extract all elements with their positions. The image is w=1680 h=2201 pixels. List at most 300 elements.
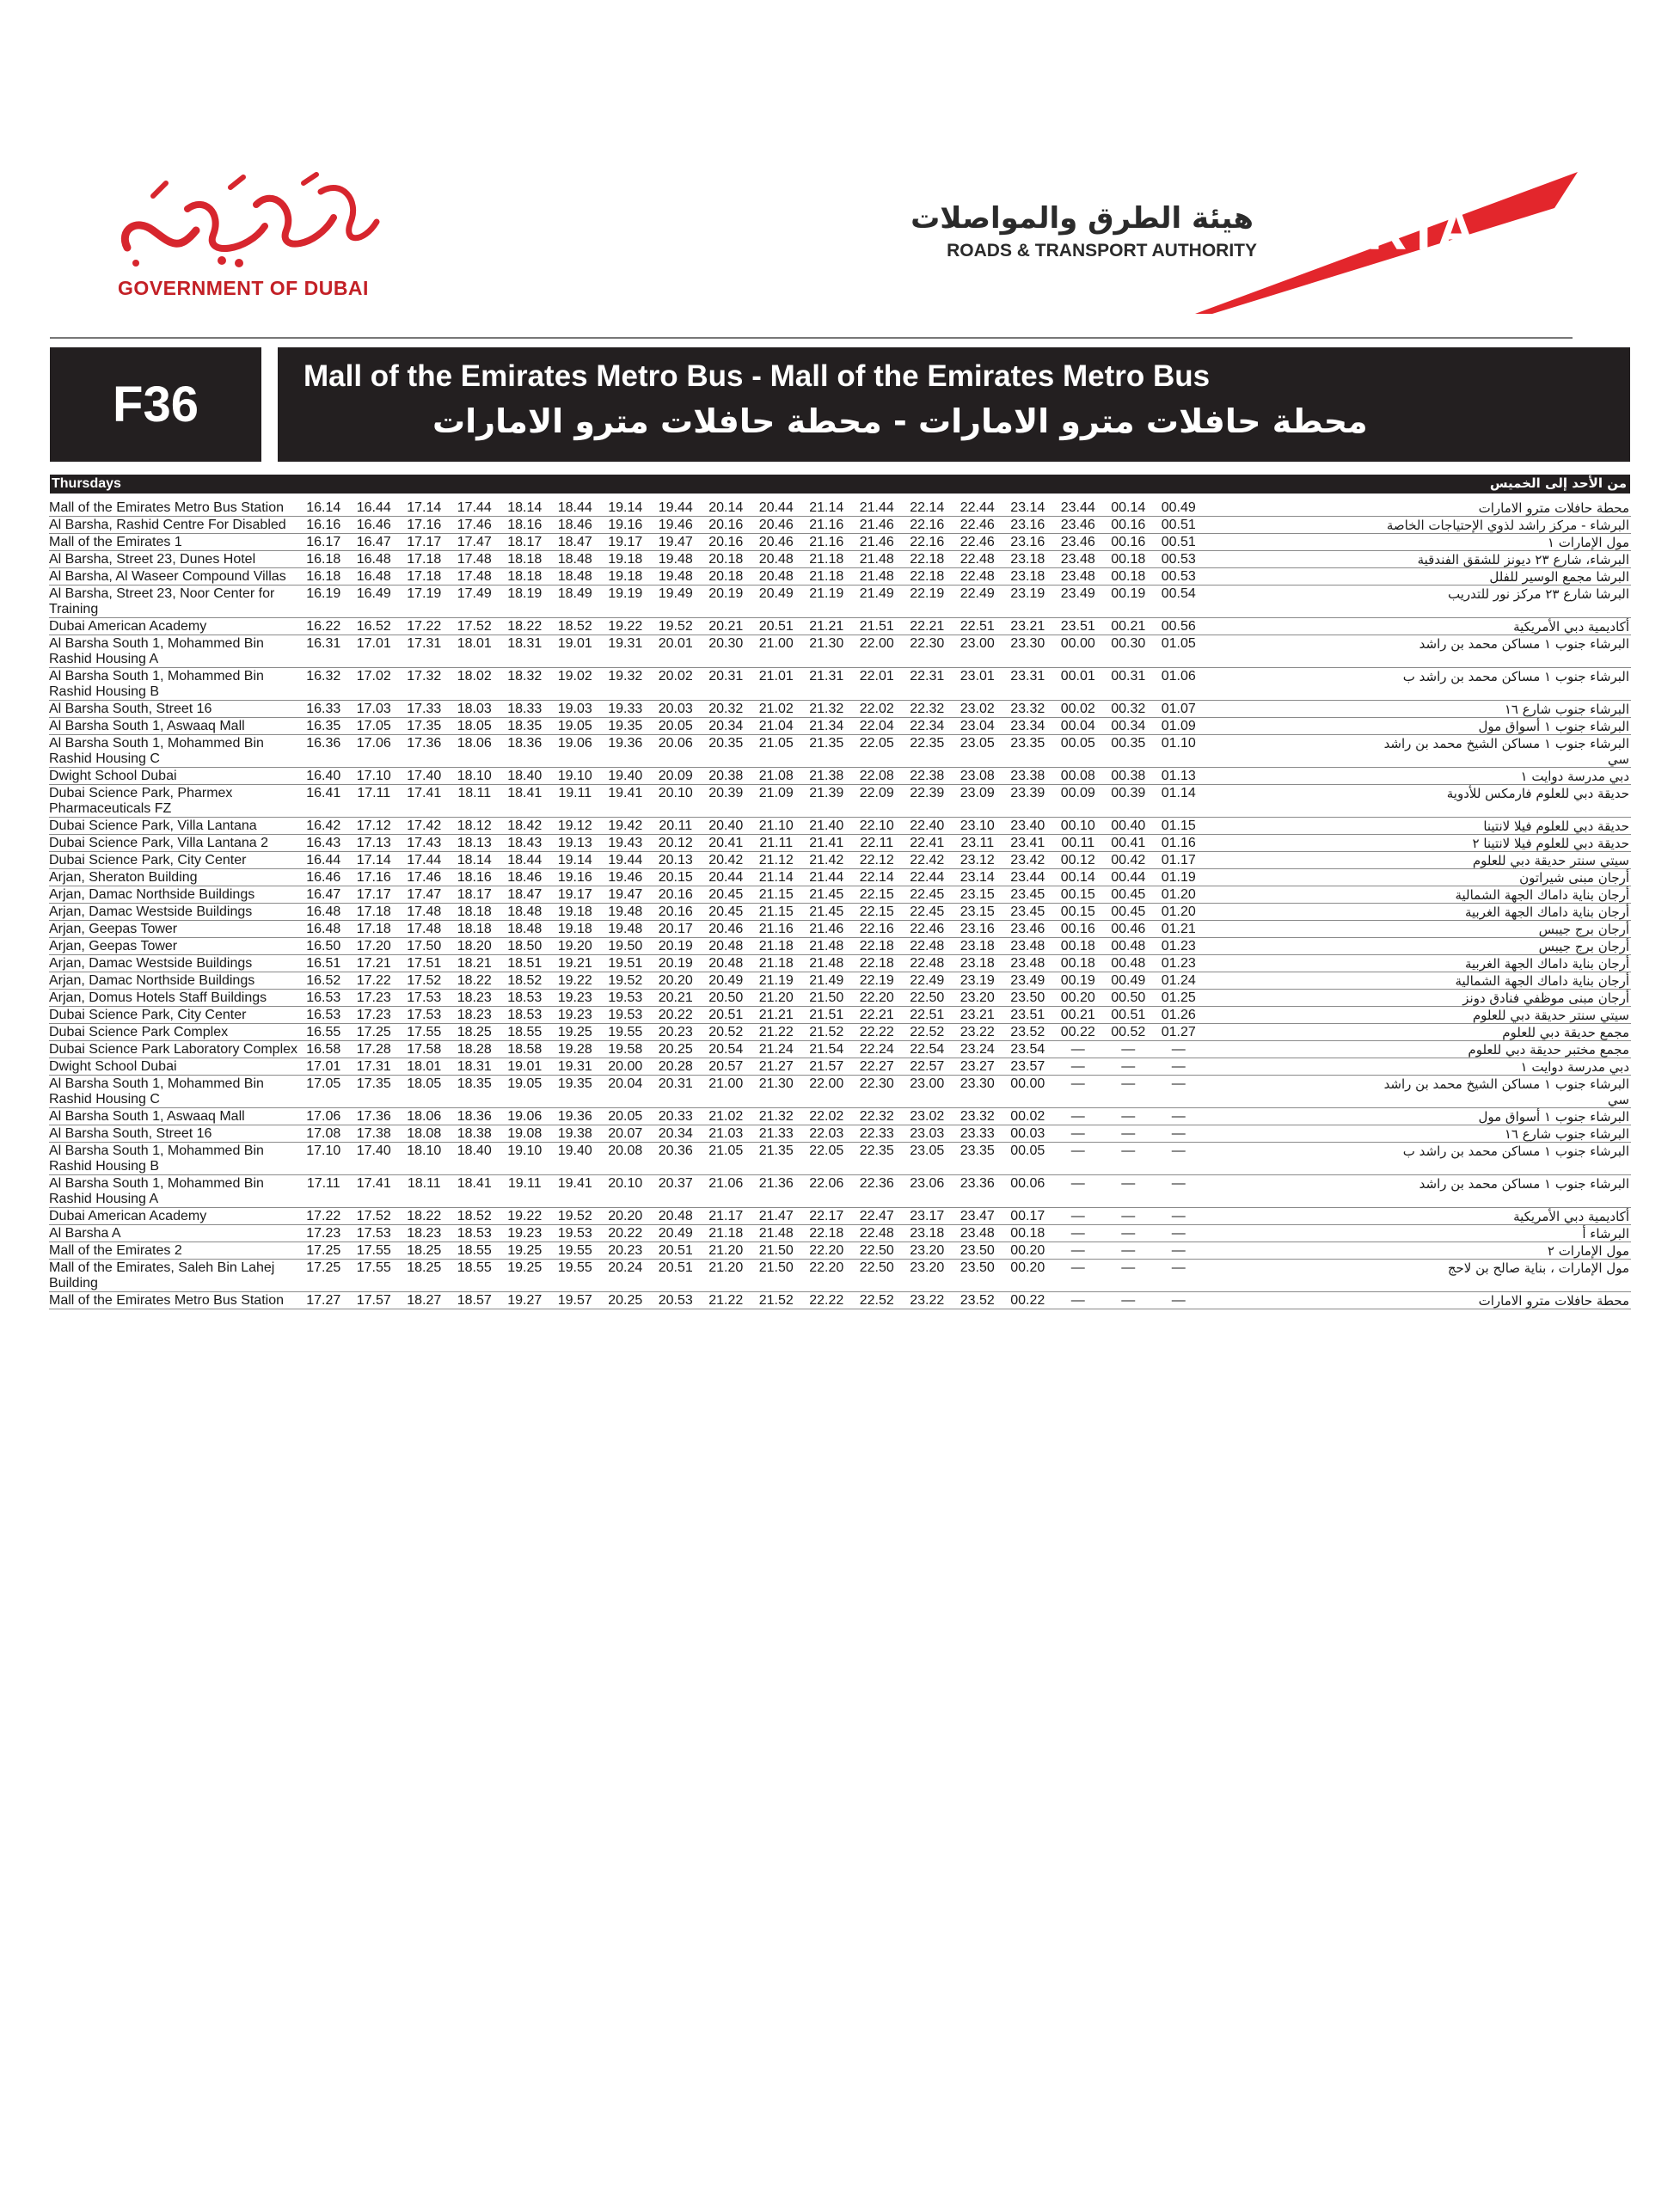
departure-time: 20.06 [658,736,693,751]
departure-time: 01.21 [1161,922,1196,936]
departure-time: 23.00 [910,1076,945,1091]
departure-time: 23.49 [1060,586,1095,601]
departure-times [298,1126,1204,1142]
day-bar [50,475,1630,494]
departure-time: 21.48 [809,939,844,953]
departure-time: — [1070,1293,1085,1308]
departure-time: 17.23 [356,990,391,1005]
table-row [49,768,1631,785]
departure-time: 20.46 [708,922,744,936]
departure-time: 22.11 [860,836,894,850]
departure-time: 18.36 [457,1109,492,1124]
departure-time: 18.18 [507,569,543,584]
departure-time: 00.50 [1111,990,1146,1005]
departure-time: 18.48 [557,552,592,567]
departure-time: 22.33 [859,1126,894,1141]
departure-time: 17.36 [407,736,442,751]
departure-time: 23.08 [960,769,995,783]
departure-time: 21.27 [758,1059,794,1074]
departure-times [298,990,1204,1006]
stop-name-english: Dubai Science Park, Villa Lantana [49,818,257,833]
departure-time: 19.53 [608,990,643,1005]
departure-time: 01.05 [1161,636,1196,651]
departure-time: 01.27 [1161,1025,1196,1039]
departure-time: 21.51 [809,1008,844,1022]
departure-time: 19.36 [557,1109,592,1124]
departure-time: — [1070,1143,1085,1158]
stop-name-arabic: دبي مدرسة دوايت ١ [1520,1059,1629,1075]
departure-time: 23.38 [1010,769,1045,783]
departure-time: 17.46 [457,518,492,532]
departure-time: 16.17 [306,535,341,549]
departure-time: 17.10 [306,1143,341,1158]
departure-time: 01.14 [1161,786,1196,800]
departure-time: 01.26 [1161,1008,1196,1022]
departure-time: 17.20 [356,939,391,953]
departure-time: 01.13 [1161,769,1196,783]
departure-time: 22.48 [859,1226,894,1241]
stop-name-english: Arjan, Geepas Tower [49,939,178,953]
stop-name-arabic: دبي مدرسة دوايت ١ [1520,769,1629,784]
departure-time: 20.04 [608,1076,643,1091]
stop-name-arabic: البرشا شارع ٢٣ مركز نور للتدريب [1448,586,1629,602]
stop-name-english: Al Barsha A [49,1226,121,1241]
departure-time: 18.41 [457,1176,492,1191]
departure-time: 21.00 [708,1076,744,1091]
departure-time: 18.16 [507,518,543,532]
departure-time: 20.57 [708,1059,744,1074]
departure-time: 16.41 [306,786,341,800]
departure-time: 20.34 [708,719,744,733]
departure-time: 18.19 [507,586,543,601]
departure-time: 19.10 [557,769,592,783]
departure-time: 18.11 [457,786,492,800]
departure-time: 19.41 [608,786,643,800]
departure-time: 19.06 [557,736,592,751]
departure-time: 01.19 [1161,870,1196,885]
departure-time: 17.16 [356,870,391,885]
table-row [49,1208,1631,1225]
departure-time: 22.45 [910,887,945,902]
departure-time: 16.19 [306,586,341,601]
departure-time: — [1171,1042,1186,1057]
departure-time: 20.15 [658,870,693,885]
departure-time: 19.18 [608,552,643,567]
departure-time: 17.25 [306,1243,341,1258]
departure-time: 23.05 [910,1143,945,1158]
departure-time: 18.38 [457,1126,492,1141]
departure-time: 21.32 [758,1109,794,1124]
departure-time: 21.08 [758,769,794,783]
stop-name-english: Al Barsha South, Street 16 [49,1126,212,1141]
departure-time: 19.46 [658,518,693,532]
departure-time: 18.52 [507,973,543,988]
departure-time: 20.12 [658,836,693,850]
header-divider [50,337,1573,339]
departure-time: 00.51 [1161,518,1196,532]
departure-time: 20.23 [658,1025,693,1039]
departure-time: 21.19 [809,586,844,601]
departure-time: 21.48 [859,552,894,567]
table-row [49,938,1631,955]
departure-time: 00.49 [1111,973,1146,988]
departure-time: 19.35 [608,719,643,733]
departure-time: — [1171,1293,1186,1308]
departure-time: 22.49 [960,586,995,601]
departure-time: — [1070,1042,1085,1057]
departure-times [298,669,1204,684]
departure-time: 18.25 [407,1243,442,1258]
departure-time: 22.38 [910,769,945,783]
departure-time: 01.16 [1161,836,1196,850]
departure-time: — [1121,1042,1136,1057]
departure-time: 18.48 [507,904,543,919]
departure-time: 00.21 [1060,1008,1095,1022]
departure-time: 16.44 [356,500,391,515]
departure-time: 18.44 [557,500,592,515]
departure-time: 21.14 [758,870,794,885]
departure-time: 00.22 [1010,1293,1045,1308]
departure-time: 01.20 [1161,904,1196,919]
departure-time: 16.53 [306,990,341,1005]
departure-time: 21.35 [809,736,844,751]
departure-time: 23.17 [910,1209,945,1223]
departure-time: 21.47 [758,1209,794,1223]
departure-time: 00.21 [1111,619,1146,634]
departure-time: 00.42 [1111,853,1146,868]
departure-time: 23.15 [960,904,995,919]
departure-time: 23.18 [910,1226,945,1241]
departure-time: 22.22 [859,1025,894,1039]
table-row [49,1007,1631,1024]
departure-time: 01.09 [1161,719,1196,733]
departure-time: 19.46 [608,870,643,885]
departure-time: 18.46 [507,870,543,885]
departure-time: 17.40 [356,1143,391,1158]
departure-time: 21.22 [758,1025,794,1039]
departure-time: 18.18 [507,552,543,567]
departure-time: 17.49 [457,586,492,601]
departure-time: 17.05 [356,719,391,733]
departure-time: 01.24 [1161,973,1196,988]
departure-time: 22.02 [859,702,894,716]
rta-logo-text: RTA [1367,199,1476,261]
departure-time: 23.51 [1010,1008,1045,1022]
departure-time: 20.51 [758,619,794,634]
departure-time: 22.01 [859,669,894,684]
departure-time: 20.20 [658,973,693,988]
departure-time: 21.52 [809,1025,844,1039]
stop-name-english: Arjan, Sheraton Building [49,870,198,885]
departure-time: 23.42 [1010,853,1045,868]
departure-time: 18.50 [507,939,543,953]
departure-time: 18.06 [457,736,492,751]
departure-times [298,922,1204,937]
departure-time: 23.15 [960,887,995,902]
route-number: F36 [50,347,261,462]
table-row [49,1024,1631,1041]
departure-time: 00.00 [1010,1076,1045,1091]
departure-time: 23.51 [1060,619,1095,634]
departure-time: 19.41 [557,1176,592,1191]
departure-time: 21.15 [758,904,794,919]
departure-time: 16.50 [306,939,341,953]
departure-time: — [1121,1126,1136,1141]
departure-time: 16.52 [306,973,341,988]
departure-time: 21.57 [809,1059,844,1074]
departure-time: 18.55 [457,1243,492,1258]
departure-time: 19.49 [658,586,693,601]
departure-time: 18.53 [457,1226,492,1241]
departure-time: 21.18 [758,939,794,953]
departure-time: 19.57 [557,1293,592,1308]
table-row [49,818,1631,835]
departure-time: 22.10 [859,818,894,833]
departure-time: 22.00 [809,1076,844,1091]
departure-time: 23.10 [960,818,995,833]
departure-time: 19.01 [507,1059,543,1074]
departure-time: 23.18 [1010,552,1045,567]
departure-time: 17.01 [356,636,391,651]
departure-time: 19.33 [608,702,643,716]
departure-time: 20.31 [708,669,744,684]
departure-time: 22.45 [910,904,945,919]
departure-times [298,956,1204,972]
departure-time: 21.18 [708,1226,744,1241]
stop-name-arabic: حديقة دبي للعلوم فيلا لانتينا [1483,818,1629,834]
government-of-dubai-logo [101,170,385,308]
departure-times [298,1008,1204,1023]
stop-name-english: Mall of the Emirates 2 [49,1243,182,1258]
departure-time: 21.33 [758,1126,794,1141]
table-row [49,1041,1631,1058]
table-row [49,1242,1631,1260]
departure-time: 19.25 [557,1025,592,1039]
departure-time: 21.49 [809,973,844,988]
departure-time: 22.18 [859,939,894,953]
departure-time: 18.35 [457,1076,492,1091]
departure-time: 23.18 [960,956,995,971]
departure-time: 18.28 [457,1042,492,1057]
departure-time: 16.46 [356,518,391,532]
table-row [49,1058,1631,1076]
departure-time: 19.22 [507,1209,543,1223]
stop-name-english: Al Barsha South 1, Mohammed Bin Rashid Housing A [49,636,264,666]
departure-time: 21.18 [758,956,794,971]
departure-time: 22.40 [910,818,945,833]
departure-time: 19.14 [557,853,592,868]
stop-name-english: Al Barsha South 1, Mohammed Bin Rashid Housing B [49,669,264,699]
departure-time: 23.12 [960,853,995,868]
stop-name-arabic: البرشاء جنوب ١ مساكن محمد بن راشد ب [1402,669,1629,684]
departure-times [298,636,1204,652]
departure-time: 23.20 [910,1260,945,1275]
departure-time: 00.14 [1111,500,1146,515]
stop-name-arabic: البرشاء جنوب ١ مساكن محمد بن راشد ب [1402,1143,1629,1159]
table-row [49,1225,1631,1242]
departure-time: 18.52 [457,1209,492,1223]
departure-time: 22.39 [910,786,945,800]
departure-time: 17.11 [306,1176,340,1191]
departure-time: 20.20 [608,1209,643,1223]
departure-time: 23.48 [1060,552,1095,567]
departure-time: 21.21 [809,619,844,634]
stop-name-english: Al Barsha, Street 23, Noor Center for Training [49,586,275,616]
stop-name-english: Dubai American Academy [49,1209,207,1223]
table-row [49,869,1631,886]
departure-time: 22.27 [859,1059,894,1074]
departure-time: 23.54 [1010,1042,1045,1057]
departure-time: 22.35 [859,1143,894,1158]
departure-time: 21.48 [859,569,894,584]
stop-name-arabic: البرشاء جنوب شارع ١٦ [1504,702,1629,717]
departure-time: 18.33 [507,702,543,716]
departure-time: 23.57 [1010,1059,1045,1074]
departure-time: 20.52 [708,1025,744,1039]
departure-time: 00.18 [1010,1226,1045,1241]
departure-time: — [1070,1260,1085,1275]
departure-time: 17.47 [457,535,492,549]
departure-time: 21.42 [809,853,844,868]
departure-time: 17.42 [407,818,442,833]
departure-time: — [1171,1143,1186,1158]
departure-time: 00.51 [1161,535,1196,549]
departure-time: 18.13 [457,836,492,850]
departure-time: 00.45 [1111,904,1146,919]
stop-name-arabic: مجمع حديقة دبي للعلوم [1502,1025,1629,1040]
departure-time: 23.35 [1010,736,1045,751]
departure-time: 00.34 [1111,719,1146,733]
departure-time: 22.44 [910,870,945,885]
departure-time: 23.33 [960,1126,995,1141]
departure-time: 23.50 [960,1260,995,1275]
stop-name-arabic: البرشاء جنوب ١ مساكن محمد بن راشد [1419,1176,1629,1192]
departure-time: 20.09 [658,769,693,783]
stop-name-english: Arjan, Damac Northside Buildings [49,973,255,988]
departure-time: 18.49 [557,586,592,601]
departure-time: 17.33 [407,702,442,716]
departure-time: 20.32 [708,702,744,716]
departure-time: — [1171,1076,1186,1091]
departure-time: 20.28 [658,1059,693,1074]
departure-time: 21.18 [809,552,844,567]
departure-time: 21.19 [758,973,794,988]
departure-time: 19.01 [557,636,592,651]
departure-time: 16.35 [306,719,341,733]
departure-time: 22.52 [859,1293,894,1308]
departure-time: 21.49 [859,586,894,601]
departure-time: 23.48 [1010,939,1045,953]
departure-time: 22.46 [960,535,995,549]
departure-time: 18.05 [407,1076,442,1091]
departure-time: 19.48 [608,922,643,936]
departure-times [298,1226,1204,1242]
departure-times [298,1025,1204,1040]
departure-time: 19.51 [608,956,643,971]
departure-time: 23.35 [960,1143,995,1158]
stop-name-english: Al Barsha South 1, Mohammed Bin Rashid Housing A [49,1176,264,1206]
departure-time: 22.44 [960,500,995,515]
departure-time: 21.50 [809,990,844,1005]
departure-time: 17.21 [356,956,391,971]
stop-name-english: Al Barsha South 1, Mohammed Bin Rashid Housing C [49,736,264,766]
departure-time: 23.16 [960,922,995,936]
departure-time: 21.46 [859,518,894,532]
departure-time: 21.03 [708,1126,744,1141]
departure-time: 17.43 [407,836,442,850]
departure-time: 22.57 [910,1059,945,1074]
departure-time: 20.13 [658,853,693,868]
departure-times [298,518,1204,533]
departure-time: 20.16 [658,887,693,902]
departure-time: 22.02 [809,1109,844,1124]
departure-times [298,1059,1204,1075]
departure-time: 22.49 [910,973,945,988]
table-row [49,551,1631,568]
table-row [49,955,1631,972]
departure-time: 00.18 [1111,552,1146,567]
departure-time: 00.51 [1111,1008,1146,1022]
departure-time: 20.48 [658,1209,693,1223]
departure-time: 21.20 [708,1260,744,1275]
departure-time: 20.31 [658,1076,693,1091]
departure-time: 17.47 [407,887,442,902]
departure-time: 16.58 [306,1042,341,1057]
departure-time: 22.54 [910,1042,945,1057]
departure-time: 20.18 [708,552,744,567]
departure-time: 22.34 [910,719,945,733]
departure-time: 17.14 [356,853,391,868]
departure-time: 18.43 [507,836,543,850]
departure-times [298,939,1204,954]
table-row [49,921,1631,938]
departure-time: 21.54 [809,1042,844,1057]
departure-time: 19.23 [557,1008,592,1022]
departure-time: 18.22 [507,619,543,634]
departure-time: 22.14 [859,870,894,885]
departure-time: 17.14 [407,500,442,515]
departure-time: 18.03 [457,702,492,716]
departure-time: 21.36 [758,1176,794,1191]
departure-time: 20.14 [708,500,744,515]
stop-name-english: Al Barsha South 1, Mohammed Bin Rashid Housing B [49,1143,264,1174]
departure-time: — [1070,1243,1085,1258]
departure-time: 23.46 [1010,922,1045,936]
departure-time: 22.16 [910,518,945,532]
timetable [49,500,1631,1309]
departure-time: 22.15 [859,904,894,919]
departure-time: 20.22 [608,1226,643,1241]
table-row [49,972,1631,990]
departure-time: 17.22 [356,973,391,988]
rta-name-english: ROADS & TRANSPORT AUTHORITY [947,241,1257,261]
departure-time: 01.20 [1161,887,1196,902]
table-row [49,990,1631,1007]
departure-times [298,870,1204,886]
departure-time: 21.45 [809,904,844,919]
departure-time: 21.14 [809,500,844,515]
departure-time: 18.22 [457,973,492,988]
departure-time: 16.43 [306,836,341,850]
departure-time: 00.02 [1060,702,1095,716]
departure-time: 17.17 [356,887,391,902]
departure-time: 20.00 [608,1059,643,1074]
departure-time: 19.06 [507,1109,543,1124]
departure-time: 19.23 [507,1226,543,1241]
departure-time: 18.55 [457,1260,492,1275]
departure-time: 21.40 [809,818,844,833]
departure-time: 23.00 [960,636,995,651]
